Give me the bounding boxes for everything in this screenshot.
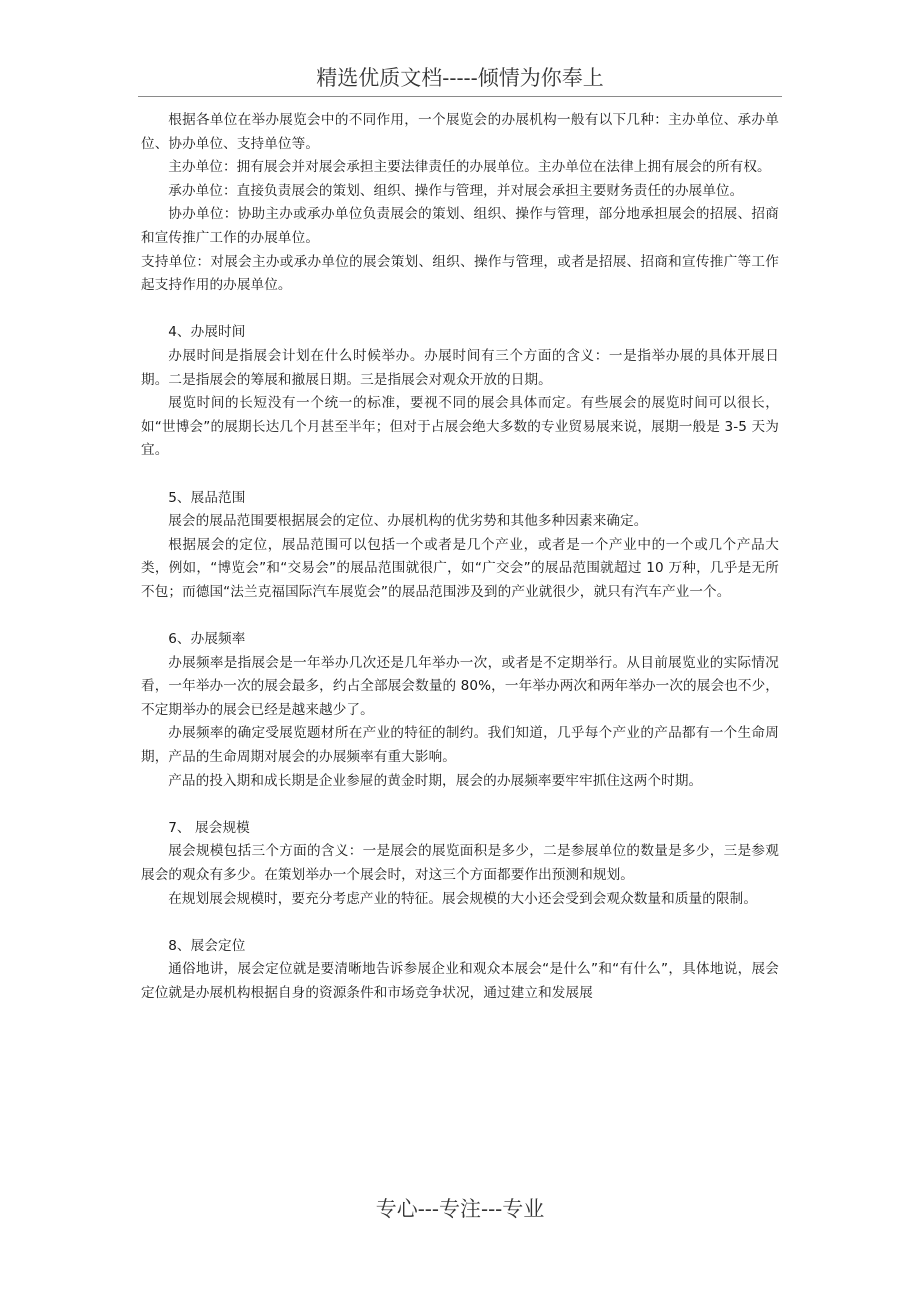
section-7-paragraph-2: 在规划展会规模时，要充分考虑产业的特征。展会规模的大小还会受到会观众数量和质量的限制。 [168, 890, 758, 907]
section-6-paragraph-2: 办展频率的确定受展览题材所在产业的特征的制约。我们知道，几乎每个产业的产品都有一个生命周期，产品的生命周期对展会的办展频率有重大影响。 [141, 725, 779, 766]
intro-paragraph-3: 承办单位：直接负责展会的策划、组织、操作与管理，并对展会承担主要财务责任的办展单位。 [168, 182, 744, 199]
page-footer [0, 1194, 920, 1224]
page-header-title: 精选优质文档-----倾情为你奉上 [316, 66, 604, 90]
section-4-paragraph-2: 展览时间的长短没有一个统一的标准，要视不同的展会具体而定。有些展会的展览时间可以很长，如“世博会”的展期长达几个月甚至半年；但对于占展会绝大多数的专业贸易展来说，展期一般是 3-5 天为宜。 [141, 395, 779, 459]
section-4-paragraph-1: 办展时间是指展会计划在什么时候举办。办展时间有三个方面的含义：一是指举办展的具体开展日期。二是指展会的筹展和撤展日期。三是指展会对观众开放的日期。 [141, 347, 779, 388]
section-4-heading: 4、办展时间 [168, 324, 246, 341]
section-6-paragraph-1: 办展频率是指展会是一年举办几次还是几年举办一次，或者是不定期举行。从目前展览业的实际情况看，一年举办一次的展会最多，约占全部展会数量的 80%，一年举办两次和两年举办一次的展会也不少，不定期举办的展会已经是越来越少了。 [141, 654, 779, 718]
section-5-paragraph-2: 根据展会的定位，展品范围可以包括一个或者是几个产业，或者是一个产业中的一个或几个产品大类，例如，“博览会”和“交易会”的展品范围就很广，如“广交会”的展品范围就超过 10 万种，几乎是无所不包；而德国“法兰克福国际汽车展览会”的展品范围涉及到的产业就很少，就只有汽车产业一个。 [141, 536, 779, 600]
section-8-paragraph-1: 通俗地讲，展会定位就是要清晰地告诉参展企业和观众本展会“是什么”和“有什么”，具体地说，展会定位就是办展机构根据自身的资源条件和市场竞争状况，通过建立和发展展 [141, 961, 779, 1001]
intro-paragraph-1: 根据各单位在举办展览会中的不同作用，一个展览会的办展机构一般有以下几种：主办单位、承办单位、协办单位、支持单位等。 [141, 112, 779, 152]
section-8-heading: 8、展会定位 [168, 937, 246, 954]
section-6-heading: 6、办展频率 [168, 631, 246, 648]
document-body [141, 109, 779, 1006]
page-header [138, 60, 782, 97]
intro-paragraph-5: 支持单位：对展会主办或承办单位的展会策划、组织、操作与管理，或者是招展、招商和宣传推广等工作起支持作用的办展单位。 [141, 253, 779, 294]
page-footer-text: 专心---专注---专业 [375, 1197, 545, 1221]
section-7-paragraph-1: 展会规模包括三个方面的含义：一是展会的展览面积是多少，二是参展单位的数量是多少，三是参观展会的观众有多少。在策划举办一个展会时，对这三个方面都要作出预测和规划。 [141, 843, 779, 883]
intro-paragraph-4: 协办单位：协助主办或承办单位负责展会的策划、组织、操作与管理，部分地承担展会的招展、招商和宣传推广工作的办展单位。 [141, 206, 779, 246]
intro-paragraph-2: 主办单位：拥有展会并对展会承担主要法律责任的办展单位。主办单位在法律上拥有展会的所有权。 [168, 159, 771, 176]
section-5-paragraph-1: 展会的展品范围要根据展会的定位、办展机构的优劣势和其他多种因素来确定。 [168, 513, 648, 530]
section-6-paragraph-3: 产品的投入期和成长期是企业参屉的黄金时期，展会的办展频率要牢牢抓住这两个时期。 [168, 772, 703, 789]
section-7-heading: 7、 展会规模 [168, 819, 250, 836]
section-5-heading: 5、展品范围 [168, 489, 246, 506]
